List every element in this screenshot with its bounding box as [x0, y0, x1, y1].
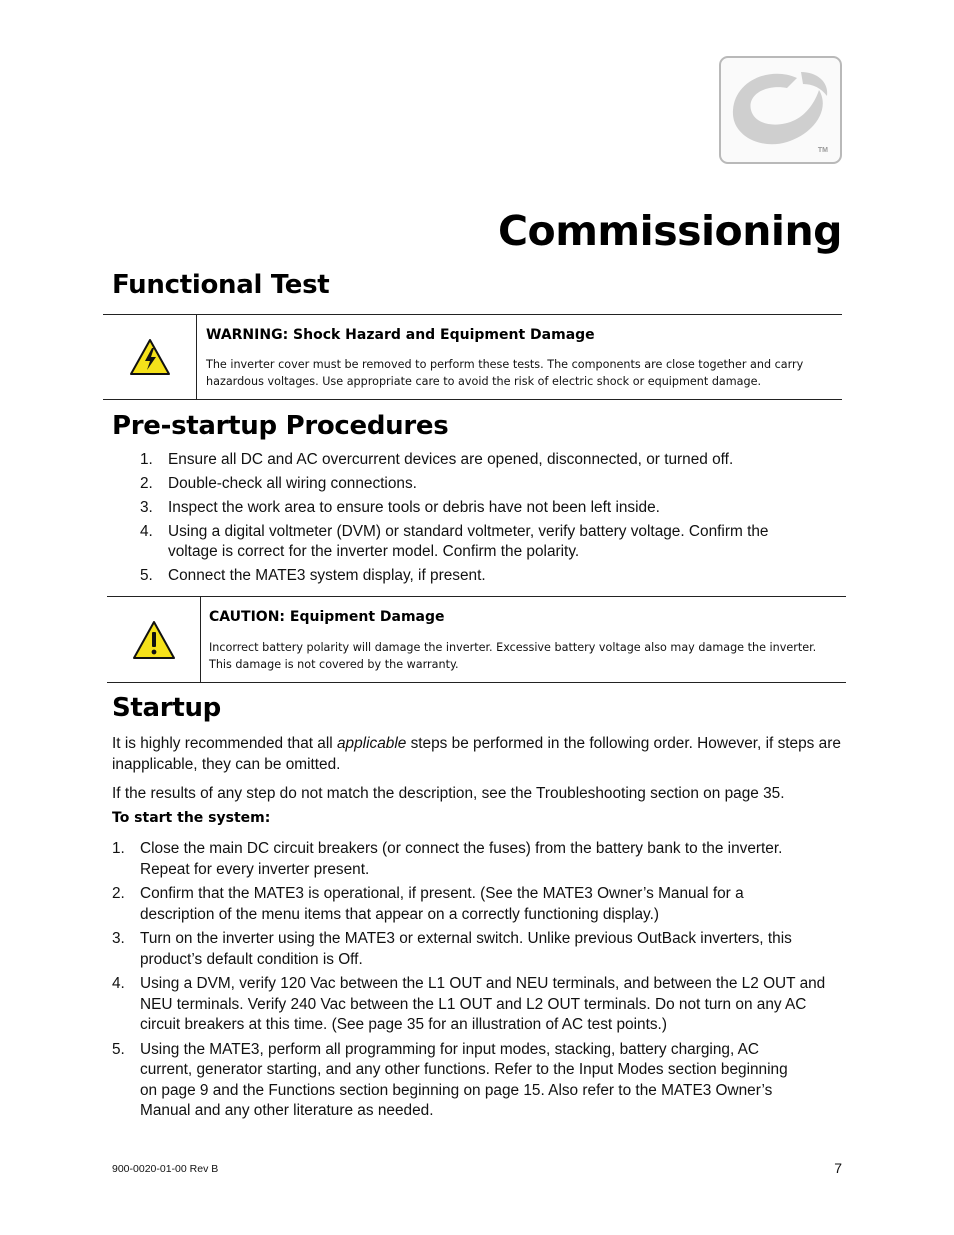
pre-startup-steps — [140, 451, 840, 591]
step-text: description of the menu items that appear on a correctly functioning display.) — [140, 905, 659, 923]
warning-icon-cell — [103, 315, 197, 399]
step-number: 3. — [140, 499, 153, 516]
caution-body-line-2: This damage is not covered by the warranty. — [209, 658, 459, 671]
step-number: 1. — [112, 840, 125, 857]
step-text: Using a digital voltmeter (DVM) or standard voltmeter, verify battery voltage. Confirm the — [168, 523, 769, 540]
caution-body-line-1: Incorrect battery polarity will damage the inverter. Excessive battery voltage also may damage the inverter. — [209, 641, 817, 654]
step-number: 4. — [112, 975, 125, 992]
page-number: 7 — [834, 1160, 842, 1176]
section-heading-functional-test: Functional Test — [112, 270, 330, 300]
list-item — [140, 499, 840, 523]
step-text: Turn on the inverter using the MATE3 or external switch. Unlike previous OutBack inverters, this — [140, 930, 792, 947]
step-text: product’s default condition is Off. — [140, 950, 363, 968]
startup-intro-emphasis: applicable — [336, 735, 407, 752]
list-item — [112, 929, 848, 970]
list-item — [140, 451, 840, 475]
startup-intro-end: steps be performed in the following order. However, if steps are inapplicable, they can be omitted. — [112, 735, 841, 773]
step-number: 2. — [140, 475, 153, 492]
warning-callout — [103, 314, 842, 400]
procedure-subheading: To start the system: — [112, 810, 271, 826]
step-text: Manual and any other literature as needed. — [140, 1102, 434, 1119]
step-number: 4. — [140, 523, 153, 540]
startup-steps — [112, 839, 848, 1122]
list-item — [112, 974, 848, 1036]
step-number: 3. — [112, 930, 125, 947]
step-number: 1. — [140, 451, 153, 468]
warning-title: WARNING: Shock Hazard and Equipment Damage — [206, 327, 595, 343]
section-heading-startup: Startup — [112, 693, 221, 723]
step-text: current, generator starting, and any other functions. Refer to the Input Modes section beginning — [140, 1061, 788, 1078]
list-item — [112, 1040, 848, 1122]
warning-body-line-2: hazardous voltages. Use appropriate care to avoid the risk of electric shock or equipment damage. — [206, 375, 762, 388]
step-text: Double-check all wiring connections. — [168, 475, 417, 492]
step-number: 5. — [140, 567, 153, 584]
caution-icon — [132, 620, 176, 660]
list-item — [140, 567, 840, 591]
caution-title: CAUTION: Equipment Damage — [209, 609, 445, 625]
startup-intro — [112, 734, 842, 775]
caution-callout — [107, 596, 846, 683]
step-text: Confirm that the MATE3 is operational, if present. (See the MATE3 Owner’s Manual for a — [140, 885, 744, 902]
step-number: 5. — [112, 1040, 125, 1058]
chapter-title: Commissioning — [497, 207, 842, 255]
step-text: Ensure all DC and AC overcurrent devices are opened, disconnected, or turned off. — [168, 451, 734, 468]
warning-body-line-1: The inverter cover must be removed to perform these tests. The components are close together and carry — [206, 358, 804, 371]
step-text: circuit breakers at this time. (See page 35 for an illustration of AC test points.) — [140, 1016, 667, 1033]
trademark-mark: TM — [817, 147, 828, 154]
step-text: voltage is correct for the inverter model. Confirm the polarity. — [168, 543, 580, 560]
step-text: NEU terminals. Verify 240 Vac between the L1 OUT and L2 OUT terminals. Do not turn on any AC — [140, 995, 807, 1013]
list-item — [140, 523, 840, 567]
step-text: Inspect the work area to ensure tools or debris have not been left inside. — [168, 499, 660, 516]
caution-icon-cell — [107, 597, 201, 682]
section-heading-pre-startup: Pre-startup Procedures — [112, 411, 449, 441]
list-item — [112, 839, 848, 880]
brand-logo — [719, 56, 842, 164]
step-text: Repeat for every inverter present. — [140, 860, 370, 878]
document-number: 900-0020-01-00 Rev B — [112, 1163, 219, 1175]
step-text: Using a DVM, verify 120 Vac between the L1 OUT and NEU terminals, and between the L2 OUT and — [140, 975, 826, 992]
startup-intro-start: It is highly recommended that all — [112, 735, 337, 752]
list-item — [112, 884, 848, 925]
step-text: Connect the MATE3 system display, if present. — [168, 567, 486, 584]
step-text: on page 9 and the Functions section beginning on page 15. Also refer to the MATE3 Owner’s — [140, 1081, 773, 1099]
step-number: 2. — [112, 885, 125, 902]
startup-results-note: If the results of any step do not match the description, see the Troubleshooting section on page 35. — [112, 785, 785, 802]
list-item — [140, 475, 840, 499]
shock-hazard-icon — [129, 338, 171, 376]
step-text: Using the MATE3, perform all programming for input modes, stacking, battery charging, AC — [140, 1040, 760, 1058]
step-text: Close the main DC circuit breakers (or connect the fuses) from the battery bank to the inverter. — [140, 840, 783, 857]
